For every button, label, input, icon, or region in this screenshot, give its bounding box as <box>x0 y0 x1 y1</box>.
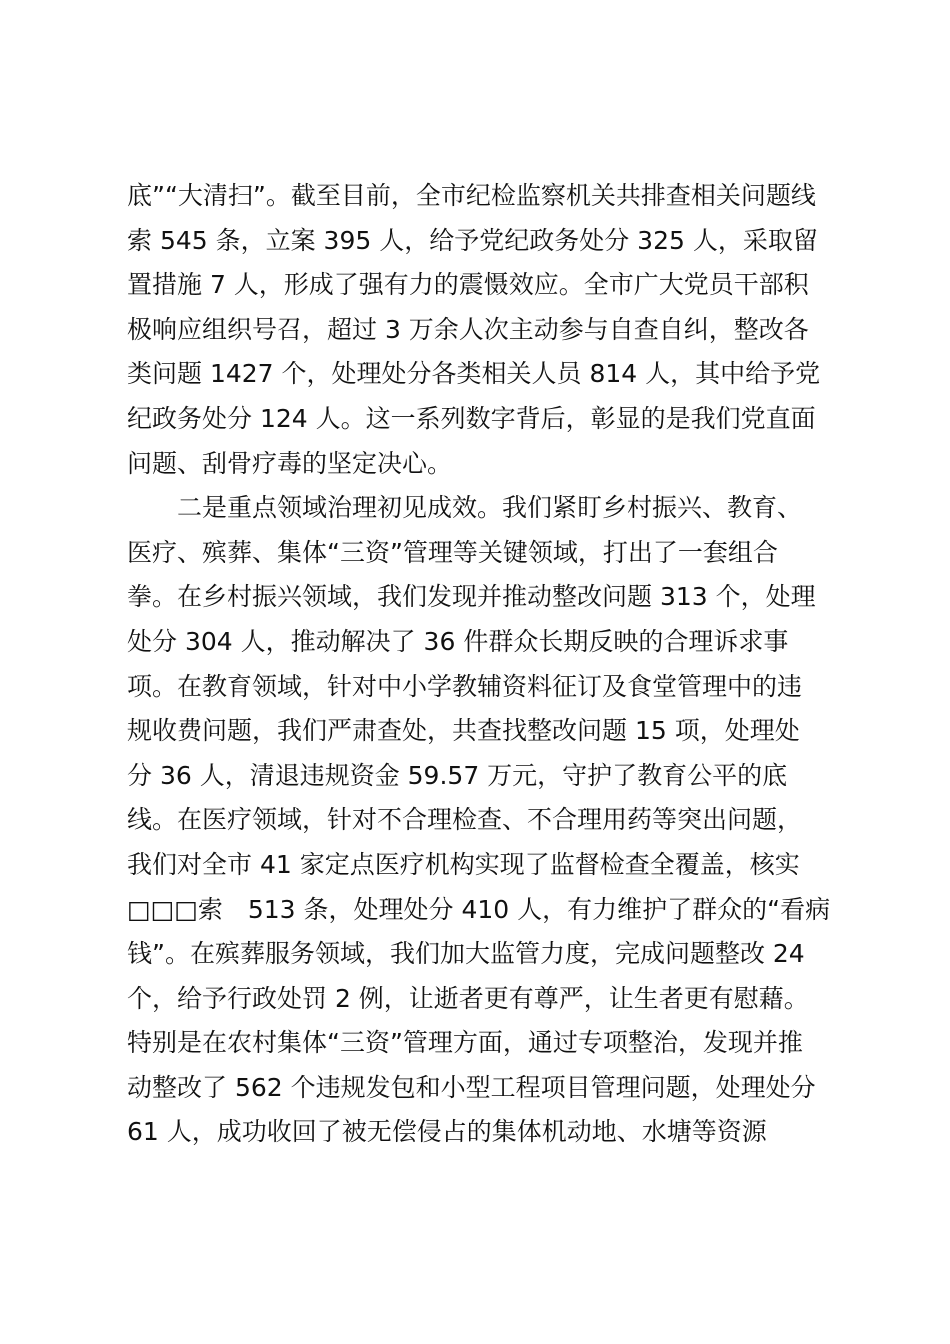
text-line: 我们对全市 41 家定点医疗机构实现了监督检查全覆盖，核实 <box>127 849 800 879</box>
paragraph-start-line: 二是重点领域治理初见成效。我们紧盯乡村振兴、教育、 <box>177 493 803 523</box>
text-line: 动整改了 562 个违规发包和小型工程项目管理问题，处理处分 <box>127 1072 816 1102</box>
text-line: 极响应组织号召，超过 3 万余人次主动参与自查自纠，整改各 <box>127 314 809 344</box>
text-line: 问题、刮骨疗毒的坚定决心。 <box>127 448 453 478</box>
text-line: 钱”。在殡葬服务领域，我们加大监管力度，完成问题整改 24 <box>127 939 805 969</box>
text-line: 分 36 人，清退违规资金 59.57 万元，守护了教育公平的底 <box>127 760 788 790</box>
text-line: 项。在教育领域，针对中小学教辅资料征订及食堂管理中的违 <box>127 671 803 701</box>
text-line: 61 人，成功收回了被无偿侵占的集体机动地、水塘等资源 <box>127 1117 767 1147</box>
body-text <box>127 174 847 1155</box>
text-line: 医疗、殡葬、集体“三资”管理等关键领域，打出了一套组合 <box>127 537 778 567</box>
text-line: 个，给予行政处罚 2 例，让逝者更有尊严，让生者更有慰藉。 <box>127 983 809 1013</box>
text-line: 处分 304 人，推动解决了 36 件群众长期反映的合理诉求事 <box>127 626 789 656</box>
text-line: 索 545 条，立案 395 人，给予党纪政务处分 325 人，采取留 <box>127 225 818 255</box>
text-line: 特别是在农村集体“三资”管理方面，通过专项整治，发现并推 <box>127 1028 803 1058</box>
text-line: 线。在医疗领域，针对不合理检查、不合理用药等突出问题， <box>127 805 803 835</box>
text-line: 底”“大清扫”。截至目前，全市纪检监察机关共排查相关问题线 <box>127 181 816 210</box>
text-line: □□□索 513 条，处理处分 410 人，有力维护了群众的“看病 <box>127 894 831 924</box>
text-line: 纪政务处分 124 人。这一系列数字背后，彰显的是我们党直面 <box>127 403 816 433</box>
text-line: 规收费问题，我们严肃查处，共查找整改问题 15 项，处理处 <box>127 716 800 746</box>
text-line: 拳。在乡村振兴领域，我们发现并推动整改问题 313 个，处理 <box>127 582 816 612</box>
text-line: 类问题 1427 个，处理处分各类相关人员 814 人，其中给予党 <box>127 359 821 389</box>
text-line: 置措施 7 人，形成了强有力的震慑效应。全市广大党员干部积 <box>127 270 809 300</box>
